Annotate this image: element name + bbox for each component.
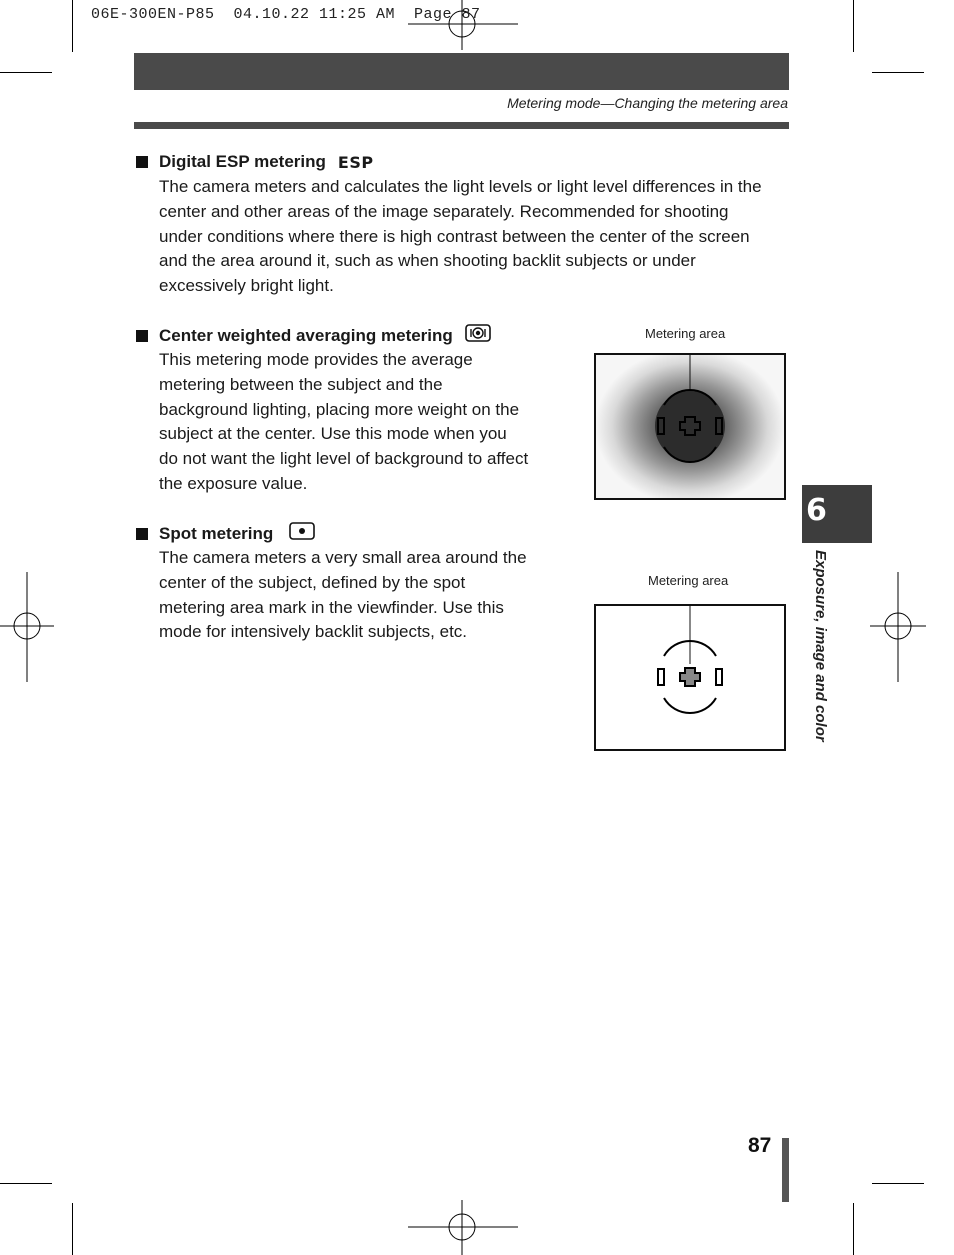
section-body-spot: The camera meters a very small area around the center of the subject, defined by the spot metering area mark in the viewfinder. Use this mode for intensively backlit subjects, etc. — [159, 548, 527, 642]
section-title: Digital ESP metering — [159, 152, 326, 171]
center-weighted-diagram — [594, 353, 786, 500]
spot-diagram — [594, 604, 786, 751]
chapter-title: Exposure, image and color — [812, 550, 829, 742]
registration-mark-bottom — [408, 1200, 518, 1255]
center-weighted-metering-icon — [465, 324, 491, 347]
square-bullet-icon — [136, 330, 148, 342]
diagram-label: Metering area — [648, 573, 729, 588]
header-bar — [134, 53, 789, 90]
page-subtitle: Metering mode—Changing the metering area — [507, 95, 788, 111]
viewfinder-mark — [596, 355, 784, 498]
section-heading-esp — [136, 152, 374, 172]
chapter-number: 6 — [806, 493, 827, 528]
section-body-center-weighted: This metering mode provides the average metering between the subject and the background lighting, placing more weight on the subject at the center. Use this mode when you do not want the light level of background to affect the exposure value. — [159, 350, 529, 493]
section-body-esp: The camera meters and calculates the light levels or light level differences in the center and other areas of the image separately. Recommended for shooting under conditions where there is high contrast between the center of the screen and the area around it, such as when shooting backlit subjects or under excessively bright light. — [159, 177, 762, 296]
square-bullet-icon — [136, 528, 148, 540]
section-heading-spot — [136, 522, 315, 545]
header-rule — [134, 122, 789, 129]
diagram-label: Metering area — [645, 326, 726, 341]
esp-symbol: ESP — [337, 152, 374, 172]
page-number-bar — [782, 1138, 789, 1202]
section-heading-center-weighted — [136, 324, 491, 347]
spot-metering-icon — [289, 522, 315, 545]
section-title: Spot metering — [159, 523, 274, 543]
viewfinder-mark — [596, 606, 784, 749]
section-title: Center weighted averaging metering — [159, 325, 453, 345]
registration-mark-right — [870, 572, 926, 682]
registration-mark-left — [0, 572, 54, 682]
square-bullet-icon — [136, 156, 148, 168]
page-number: 87 — [748, 1134, 772, 1157]
print-header: 06E-300EN-P85 04.10.22 11:25 AM Page 87 — [91, 6, 481, 23]
